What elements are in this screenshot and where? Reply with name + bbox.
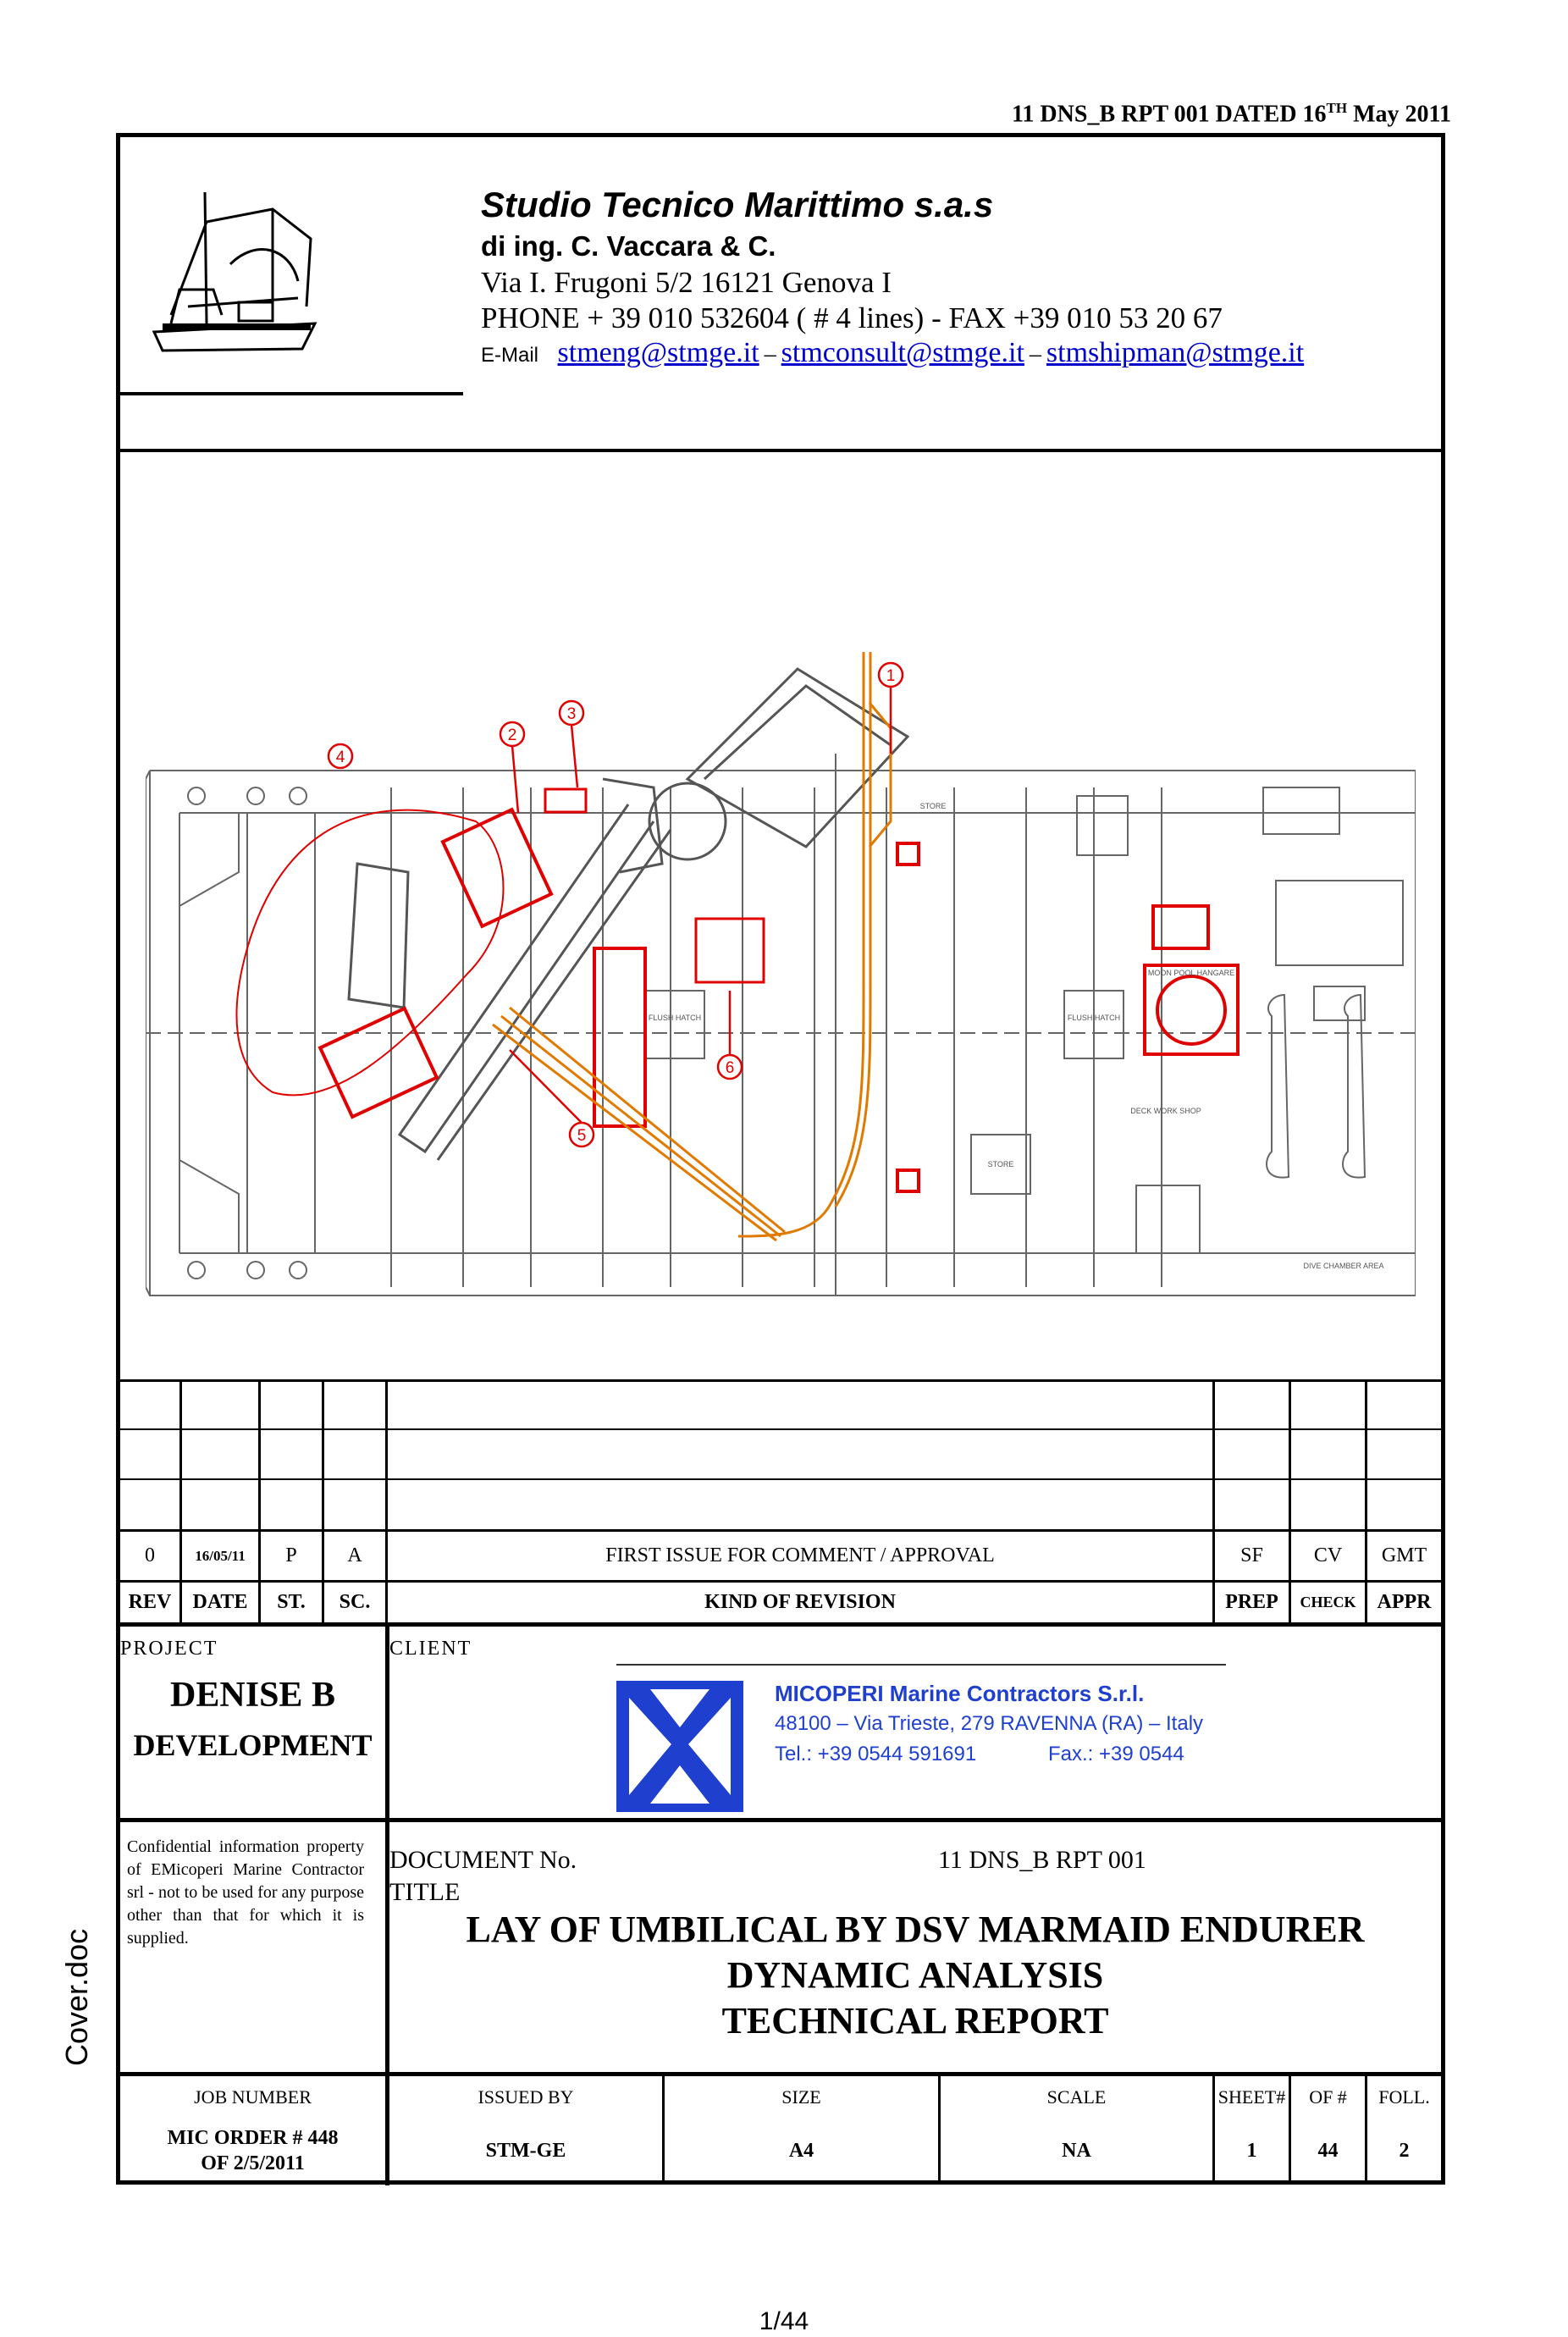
svg-text:STORE: STORE bbox=[987, 1160, 1014, 1168]
company-phone: PHONE + 39 010 532604 ( # 4 lines) - FAX +39 010 53 20 67 bbox=[481, 301, 1223, 334]
rev-kind: FIRST ISSUE FOR COMMENT / APPROVAL bbox=[605, 1544, 995, 1566]
rev-number: 0 bbox=[145, 1544, 155, 1566]
footer-foll: 2 bbox=[1399, 2139, 1410, 2162]
document-number: 11 DNS_B RPT 001 bbox=[938, 1846, 1146, 1874]
client-logo-rule bbox=[616, 1664, 1226, 1666]
svg-text:MOON POOL HANGARE: MOON POOL HANGARE bbox=[1147, 969, 1235, 977]
rev-header-date: DATE bbox=[192, 1591, 248, 1613]
header-divider bbox=[120, 449, 1441, 452]
svg-text:2: 2 bbox=[507, 727, 517, 744]
svg-text:6: 6 bbox=[725, 1059, 735, 1077]
company-name: Studio Tecnico Marittimo s.a.s bbox=[481, 185, 994, 224]
client-address: 48100 – Via Trieste, 279 RAVENNA (RA) – Italy bbox=[775, 1712, 1204, 1735]
micoperi-logo-icon bbox=[616, 1681, 743, 1812]
rev-header-st: ST. bbox=[277, 1591, 306, 1613]
svg-text:4: 4 bbox=[335, 749, 345, 766]
footer-header-sheet: SHEET# bbox=[1217, 2086, 1286, 2108]
client-label: CLIENT bbox=[389, 1638, 472, 1660]
footer-header-size: SIZE bbox=[781, 2086, 821, 2108]
logo-underline bbox=[120, 392, 463, 395]
email-link-stmconsult[interactable]: stmconsult@stmge.it bbox=[781, 337, 1024, 368]
file-name-side-label: Cover.doc bbox=[59, 1928, 94, 2066]
title-line-3: TECHNICAL REPORT bbox=[721, 2000, 1109, 2041]
rev-scope: A bbox=[347, 1544, 362, 1566]
rev-date: 16/05/11 bbox=[195, 1547, 246, 1564]
svg-text:STORE: STORE bbox=[919, 802, 947, 810]
deck-layout-drawing bbox=[146, 652, 1416, 1304]
document-number-label: DOCUMENT No. bbox=[389, 1846, 577, 1874]
rev-header-rev: REV bbox=[128, 1591, 172, 1613]
rev-table-bottom bbox=[120, 1622, 1441, 1627]
project-name: DENISE B bbox=[170, 1676, 335, 1715]
company-subtitle: di ing. C. Vaccara & C. bbox=[481, 230, 776, 262]
rev-appr: GMT bbox=[1381, 1544, 1427, 1566]
company-address: Via I. Frugoni 5/2 16121 Genova I bbox=[481, 266, 892, 299]
footer-header-scale: SCALE bbox=[1046, 2086, 1107, 2108]
rev-prep: SF bbox=[1240, 1544, 1263, 1566]
rev-header-check: CHECK bbox=[1300, 1594, 1356, 1610]
client-tel: Tel.: +39 0544 591691 bbox=[775, 1743, 977, 1765]
rev-check: CV bbox=[1313, 1544, 1343, 1566]
svg-text:DIVE CHAMBER AREA: DIVE CHAMBER AREA bbox=[1303, 1262, 1384, 1270]
rev-status: P bbox=[285, 1544, 297, 1566]
svg-text:FLUSH HATCH: FLUSH HATCH bbox=[1067, 1014, 1121, 1022]
title-line-1: LAY OF UMBILICAL BY DSV MARMAID ENDURER bbox=[466, 1909, 1365, 1950]
footer-header-of: OF # bbox=[1309, 2086, 1347, 2108]
email-link-stmshipman[interactable]: stmshipman@stmge.it bbox=[1046, 337, 1305, 368]
company-email-line: E-Mail stmeng@stmge.it – stmconsult@stmge.it – stmshipman@stmge.it bbox=[481, 337, 1305, 368]
title-line-2: DYNAMIC ANALYSIS bbox=[726, 1954, 1104, 1996]
footer-header-job: JOB NUMBER bbox=[194, 2086, 312, 2108]
footer-header-issued: ISSUED BY bbox=[478, 2086, 574, 2108]
svg-text:DECK WORK SHOP: DECK WORK SHOP bbox=[1130, 1107, 1201, 1115]
confidential-notice: Confidential information property of EMicoperi Marine Contractor srl - not to be used for any purpose other than that for which it is supplied. bbox=[127, 1837, 364, 1948]
svg-text:5: 5 bbox=[577, 1127, 587, 1145]
title-label: TITLE bbox=[389, 1878, 461, 1906]
project-subtitle: DEVELOPMENT bbox=[133, 1728, 373, 1762]
rev-header-kind: KIND OF REVISION bbox=[704, 1591, 896, 1613]
document-title bbox=[389, 1907, 1441, 2044]
footer-size: A4 bbox=[788, 2139, 814, 2162]
footer-job-number: MIC ORDER # 448 OF 2/5/2011 bbox=[167, 2127, 339, 2174]
svg-text:1: 1 bbox=[886, 667, 896, 685]
client-name: MICOPERI Marine Contractors S.r.l. bbox=[775, 1681, 1145, 1706]
company-info bbox=[481, 185, 1304, 369]
footer-of: 44 bbox=[1317, 2139, 1339, 2162]
footer-scale: NA bbox=[1062, 2139, 1091, 2162]
rev-header-prep: PREP bbox=[1225, 1591, 1278, 1613]
email-link-stmeng[interactable]: stmeng@stmge.it bbox=[557, 337, 759, 368]
svg-text:FLUSH HATCH: FLUSH HATCH bbox=[648, 1014, 702, 1022]
rev-header-appr: APPR bbox=[1377, 1591, 1432, 1613]
footer-header-foll: FOLL. bbox=[1378, 2086, 1430, 2108]
rev-table-top bbox=[120, 1379, 1441, 1382]
footer-issued-by: STM-GE bbox=[485, 2139, 566, 2162]
footer-sheet: 1 bbox=[1246, 2139, 1257, 2162]
page-number: 1/44 bbox=[759, 2307, 809, 2335]
project-label: PROJECT bbox=[120, 1638, 218, 1660]
ship-logo-icon bbox=[146, 188, 332, 353]
client-fax: Fax.: +39 0544 bbox=[1048, 1743, 1184, 1765]
document-reference-header: 11 DNS_B RPT 001 DATED 16TH May 2011 bbox=[1011, 100, 1451, 128]
svg-text:3: 3 bbox=[566, 705, 577, 723]
rev-header-sc: SC. bbox=[339, 1591, 371, 1613]
email-label: E-Mail bbox=[481, 344, 539, 367]
